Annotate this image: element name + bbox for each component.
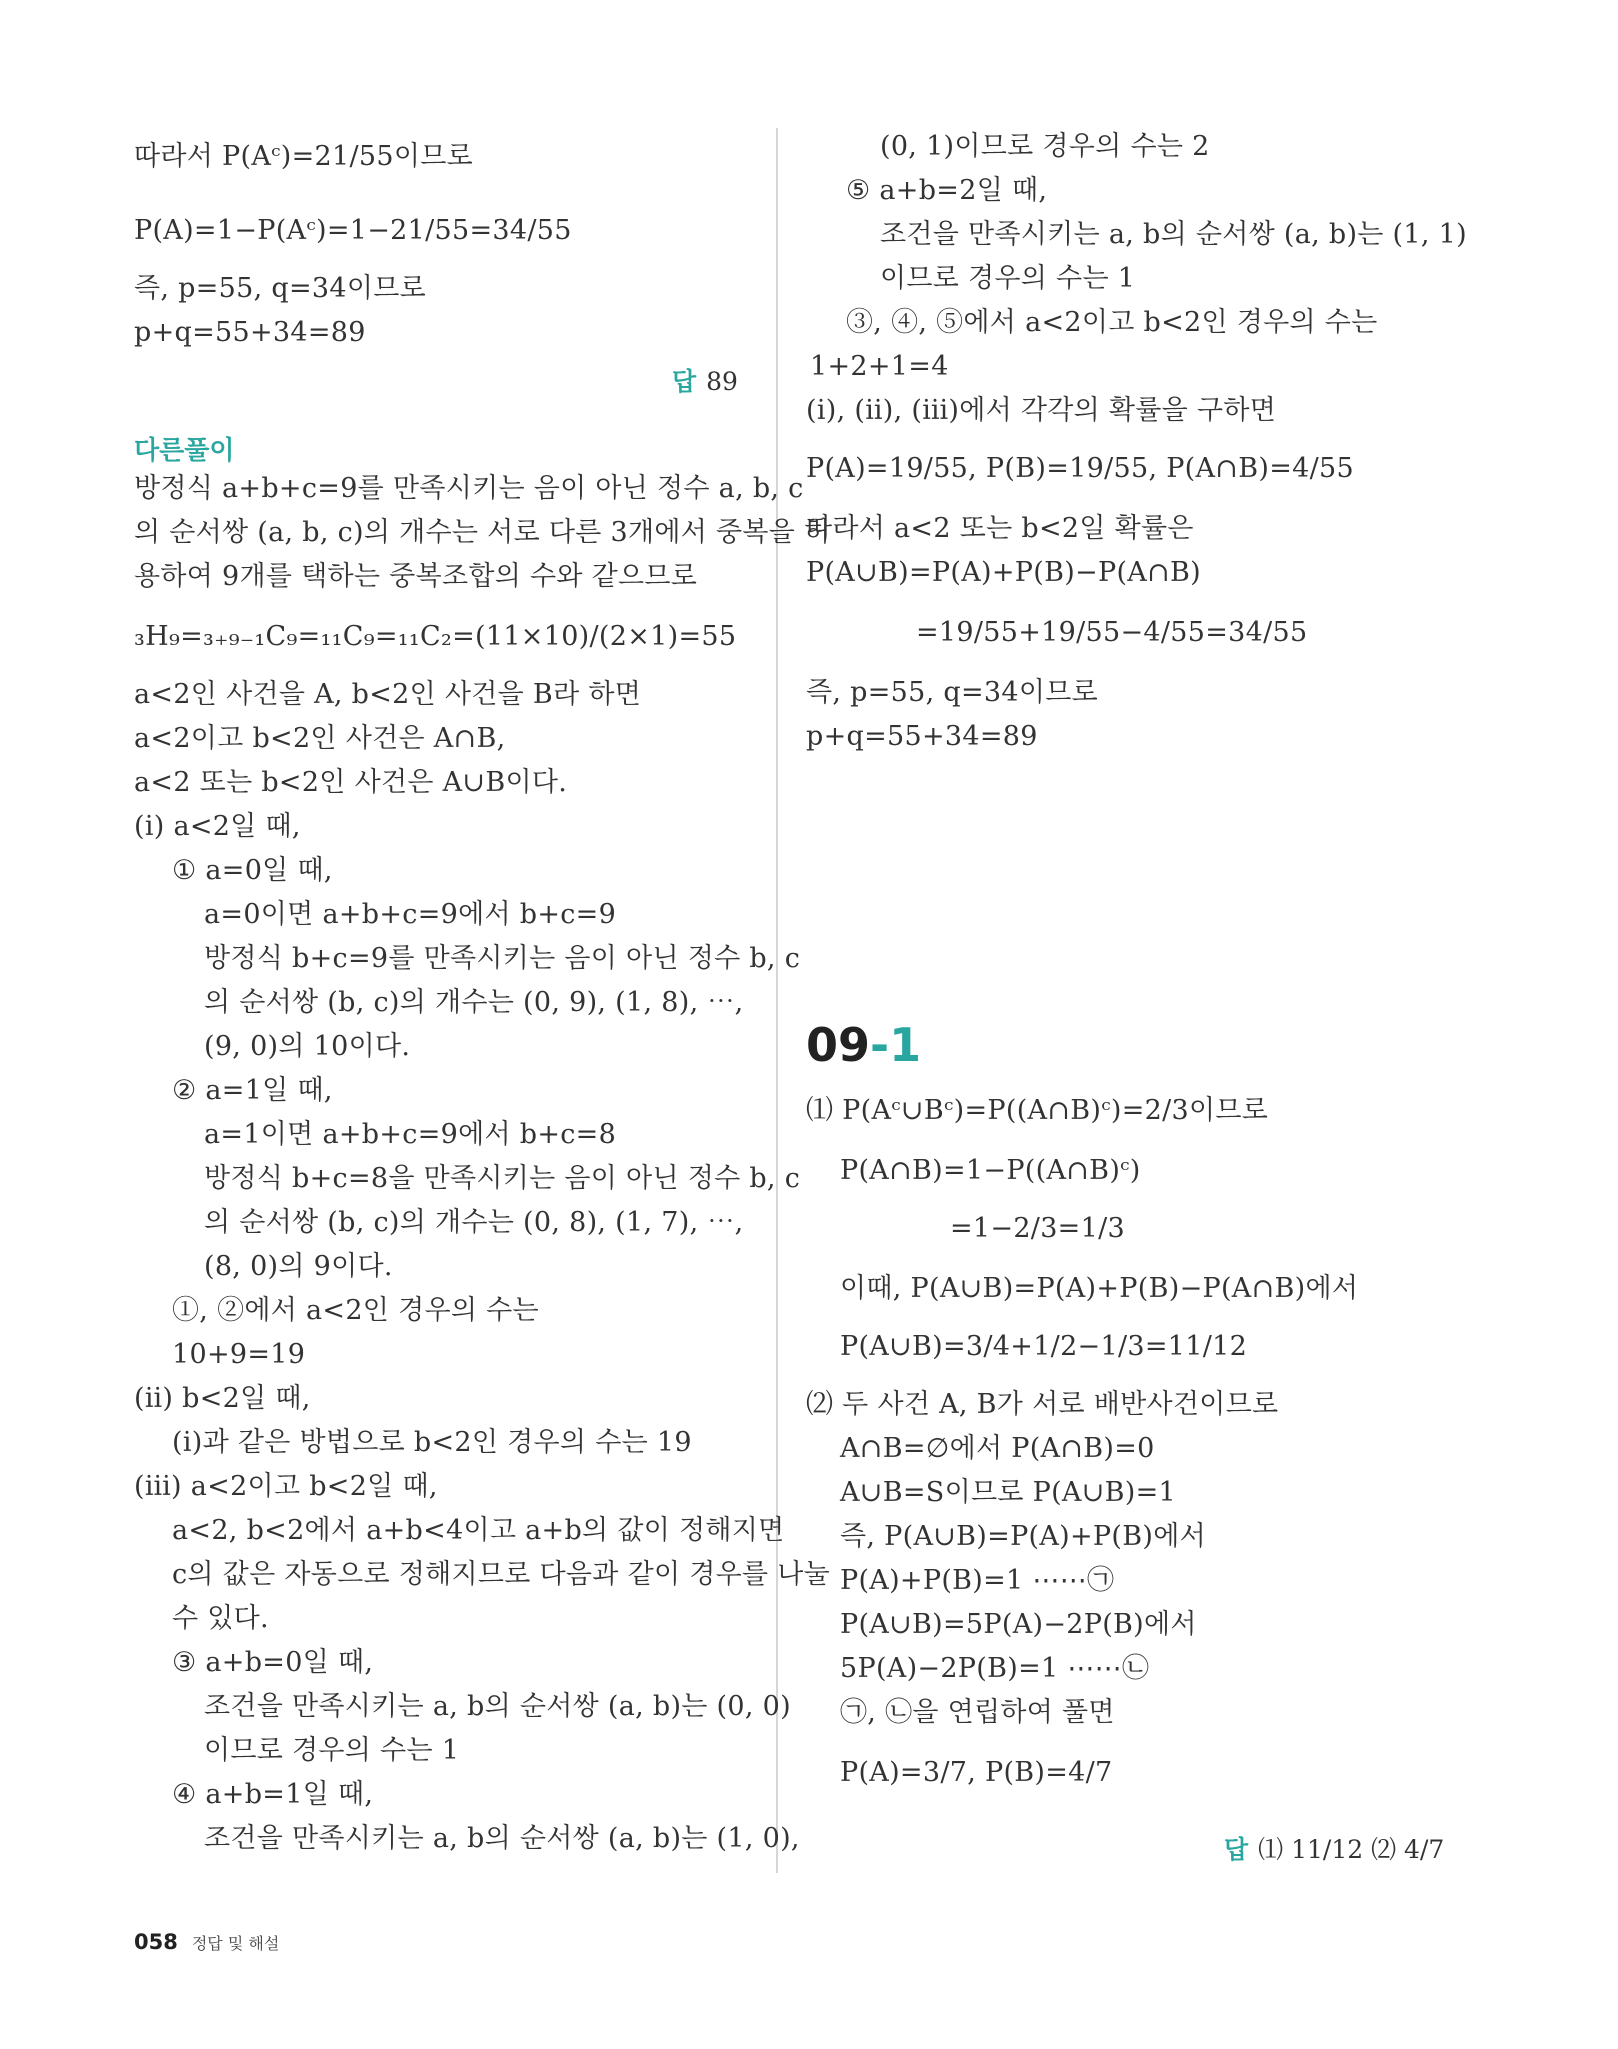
- right-line-26: ㉠, ㉡을 연립하여 풀면: [840, 1697, 1115, 1728]
- left-line-11: a<2 또는 b<2인 사건은 A∪B이다.: [134, 767, 568, 798]
- left-line-23: ①, ②에서 a<2인 경우의 수는: [172, 1295, 539, 1326]
- left-line-15: 방정식 b+c=9를 만족시키는 음이 아닌 정수 b, c: [204, 943, 801, 974]
- right-line-14: ⑴ P(Aᶜ∪Bᶜ)=P((A∩B)ᶜ)=2/3이므로: [806, 1095, 1269, 1126]
- answer-left: [672, 362, 738, 398]
- left-line-31: ③ a+b=0일 때,: [172, 1647, 374, 1678]
- right-line-2: ⑤ a+b=2일 때,: [846, 175, 1048, 206]
- problem-dash: -: [870, 1018, 890, 1072]
- right-line-5: ③, ④, ⑤에서 a<2이고 b<2인 경우의 수는: [846, 307, 1378, 338]
- right-line-16: =1−2/3=1/3: [950, 1213, 1125, 1244]
- answer-value-left: 89: [706, 367, 738, 396]
- right-line-10: P(A∪B)=P(A)+P(B)−P(A∩B): [806, 557, 1201, 588]
- column-divider: [776, 128, 778, 1873]
- left-line-34: ④ a+b=1일 때,: [172, 1779, 374, 1810]
- left-line-32: 조건을 만족시키는 a, b의 순서쌍 (a, b)는 (0, 0): [204, 1691, 791, 1722]
- right-line-13: p+q=55+34=89: [806, 721, 1038, 752]
- left-line-20: 방정식 b+c=8을 만족시키는 음이 아닌 정수 b, c: [204, 1163, 801, 1194]
- right-line-22: 즉, P(A∪B)=P(A)+P(B)에서: [840, 1521, 1206, 1552]
- right-line-7: (ⅰ), (ⅱ), (ⅲ)에서 각각의 확률을 구하면: [806, 395, 1277, 426]
- right-line-18: P(A∪B)=3/4+1/2−1/3=11/12: [840, 1331, 1248, 1362]
- right-line-1: (0, 1)이므로 경우의 수는 2: [880, 131, 1210, 162]
- left-line-26: (ⅰ)과 같은 방법으로 b<2인 경우의 수는 19: [172, 1427, 692, 1458]
- answer-label-right: 답: [1224, 1835, 1249, 1864]
- right-line-4: 이므로 경우의 수는 1: [880, 263, 1136, 294]
- right-line-8: P(A)=19/55, P(B)=19/55, P(A∩B)=4/55: [806, 453, 1354, 484]
- right-line-9: 따라서 a<2 또는 b<2일 확률은: [806, 513, 1194, 544]
- right-line-19: ⑵ 두 사건 A, B가 서로 배반사건이므로: [806, 1389, 1279, 1420]
- left-line-29: c의 값은 자동으로 정해지므로 다음과 같이 경우를 나눌: [172, 1559, 831, 1590]
- left-line-6: 의 순서쌍 (a, b, c)의 개수는 서로 다른 3개에서 중복을 허: [134, 517, 831, 548]
- left-line-9: a<2인 사건을 A, b<2인 사건을 B라 하면: [134, 679, 642, 710]
- left-line-19: a=1이면 a+b+c=9에서 b+c=8: [204, 1119, 617, 1150]
- right-line-27: P(A)=3/7, P(B)=4/7: [840, 1757, 1113, 1788]
- right-line-11: =19/55+19/55−4/55=34/55: [916, 617, 1308, 648]
- left-line-33: 이므로 경우의 수는 1: [204, 1735, 460, 1766]
- left-line-28: a<2, b<2에서 a+b<4이고 a+b의 값이 정해지면: [172, 1515, 785, 1546]
- left-line-24: 10+9=19: [172, 1339, 306, 1370]
- right-line-24: P(A∪B)=5P(A)−2P(B)에서: [840, 1609, 1197, 1640]
- left-line-25: (ⅱ) b<2일 때,: [134, 1383, 311, 1414]
- right-line-15: P(A∩B)=1−P((A∩B)ᶜ): [840, 1155, 1141, 1186]
- page-number: 058: [134, 1930, 178, 1954]
- page-footer: [134, 1930, 279, 1954]
- left-line-21: 의 순서쌍 (b, c)의 개수는 (0, 8), (1, 7), ⋯,: [204, 1207, 744, 1238]
- left-line-22: (8, 0)의 9이다.: [204, 1251, 393, 1282]
- problem-number: 09: [806, 1018, 871, 1072]
- left-line-18: ② a=1일 때,: [172, 1075, 333, 1106]
- right-line-12: 즉, p=55, q=34이므로: [806, 677, 1098, 708]
- problem-title: [806, 1018, 921, 1072]
- left-line-13: ① a=0일 때,: [172, 855, 333, 886]
- left-line-8: ₃H₉=₃₊₉₋₁C₉=₁₁C₉=₁₁C₂=(11×10)/(2×1)=55: [134, 621, 737, 652]
- left-line-2: P(A)=1−P(Aᶜ)=1−21/55=34/55: [134, 215, 572, 246]
- left-line-12: (ⅰ) a<2일 때,: [134, 811, 301, 842]
- left-line-27: (ⅲ) a<2이고 b<2일 때,: [134, 1471, 438, 1502]
- left-line-30: 수 있다.: [172, 1603, 269, 1634]
- left-line-3: 즉, p=55, q=34이므로: [134, 273, 426, 304]
- right-line-3: 조건을 만족시키는 a, b의 순서쌍 (a, b)는 (1, 1): [880, 219, 1467, 250]
- left-line-1: 따라서 P(Aᶜ)=21/55이므로: [134, 141, 473, 172]
- right-line-21: A∪B=S이므로 P(A∪B)=1: [840, 1477, 1177, 1508]
- right-line-23: P(A)+P(B)=1 ⋯⋯㉠: [840, 1565, 1115, 1596]
- left-line-5: 방정식 a+b+c=9를 만족시키는 음이 아닌 정수 a, b, c: [134, 473, 804, 504]
- footer-section: 정답 및 해설: [191, 1934, 280, 1953]
- left-line-10: a<2이고 b<2인 사건은 A∩B,: [134, 723, 506, 754]
- left-line-17: (9, 0)의 10이다.: [204, 1031, 411, 1062]
- answer-right: [1224, 1830, 1444, 1866]
- right-line-25: 5P(A)−2P(B)=1 ⋯⋯㉡: [840, 1653, 1150, 1684]
- alt-solution-title: 다른풀이: [134, 436, 235, 466]
- left-line-14: a=0이면 a+b+c=9에서 b+c=9: [204, 899, 617, 930]
- answer-label-left: 답: [672, 367, 697, 396]
- right-line-6: 1+2+1=4: [810, 351, 949, 382]
- left-line-16: 의 순서쌍 (b, c)의 개수는 (0, 9), (1, 8), ⋯,: [204, 987, 744, 1018]
- right-line-17: 이때, P(A∪B)=P(A)+P(B)−P(A∩B)에서: [840, 1273, 1359, 1304]
- left-line-35: 조건을 만족시키는 a, b의 순서쌍 (a, b)는 (1, 0),: [204, 1823, 800, 1854]
- left-line-4: p+q=55+34=89: [134, 317, 366, 348]
- problem-sub: 1: [889, 1018, 922, 1072]
- answer-value-right: ⑴ 11/12 ⑵ 4/7: [1258, 1835, 1445, 1864]
- right-line-20: A∩B=∅에서 P(A∩B)=0: [840, 1433, 1155, 1464]
- left-line-7: 용하여 9개를 택하는 중복조합의 수와 같으므로: [134, 561, 698, 592]
